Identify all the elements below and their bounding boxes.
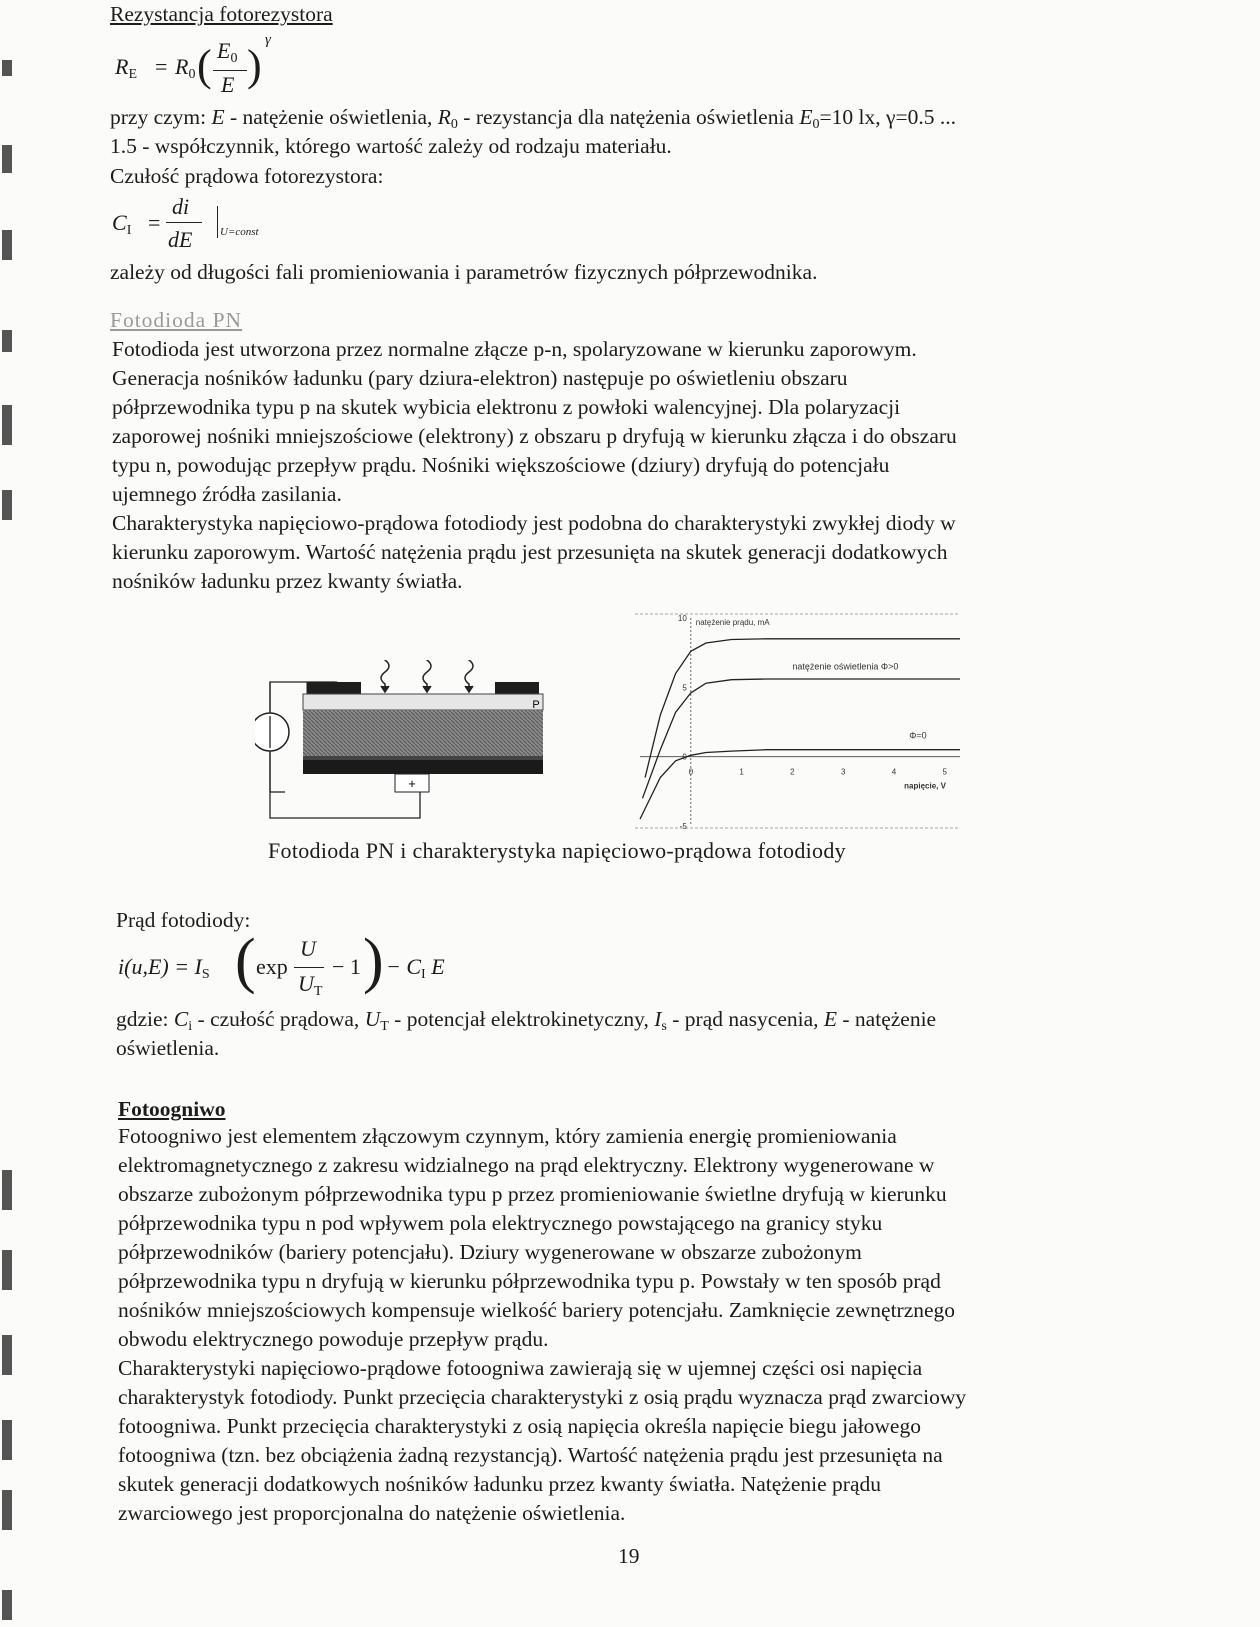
section-heading-photoresistor: Rezystancja fotorezystora	[110, 2, 333, 26]
y-tick-label: 10	[677, 614, 687, 623]
x-tick-label: 4	[891, 767, 897, 777]
text-line: nośników mniejszościowych kompensuje wielkość bariery potencjału. Zamknięcie zewnętrznego	[118, 1298, 956, 1322]
photoresistor-where-line1: przy czym: E - natężenie oświetlenia, $R_0$ - rezystancja dla natężenia oświetlenia $E_0=10$ lx, γ=0.5 ...	[110, 105, 956, 132]
x-tick-label: 5	[942, 767, 947, 777]
text-line: elektromagnetycznego z zakresu widzialnego na prąd elektryczny. Elektrony wygenerowane w	[118, 1153, 935, 1177]
text-line: półprzewodnika typu n pod wpływem pola elektrycznego powstającego na granicy styku	[118, 1211, 883, 1235]
text-line: charakterystyk fotodiody. Punkt przecięcia charakterystyki z osią prądu wyznacza prąd zwarciowy	[118, 1385, 967, 1409]
text-line: fotoogniwa. Punkt przecięcia charakterystyki z osią napięcia określa napięcie biegu jałowego	[118, 1414, 921, 1438]
x-axis-label: napięcie, V	[904, 781, 946, 791]
text-line: Generacja nośników ładunku (pary dziura-elektron) następuje po oświetleniu obszaru	[112, 366, 848, 390]
text-line: półprzewodników (bariery potencjału). Dziury wygenerowane w obszarze zubożonym	[118, 1240, 862, 1264]
text-line: Fotoogniwo jest elementem złączowym czynnym, który zamienia energię promieniowania	[118, 1124, 897, 1148]
top-contact-right	[495, 682, 539, 694]
photoresistor-sensitivity-intro: Czułość prądowa fotorezystora:	[110, 164, 384, 188]
p-layer	[303, 694, 543, 710]
text-line: obszarze zubożonym półprzewodnika typu p przez promieniowanie świetlne dryfują w kierunku	[118, 1182, 947, 1206]
photodiode-structure-diagram	[255, 660, 575, 830]
formula-photodiode-current: $i(u,E) = I_S$ ( exp U $U_T$ − 1 ) − $C_I$ E	[118, 927, 445, 999]
x-tick-label: 0	[688, 767, 694, 777]
text-line: skutek generacji dodatkowych nośników ładunku przez kwanty światła. Natężenie prądu	[118, 1472, 881, 1496]
text-line: zwarciowego jest proporcjonalna do natężenie oświetlenia.	[118, 1501, 626, 1525]
section-heading-photocell: Fotoogniwo	[118, 1097, 226, 1121]
text-line: półprzewodnika typu n dryfują w kierunku półprzewodnika typu p. Powstały w ten sposób prąd	[118, 1269, 941, 1293]
text-line: fotoogniwa (tzn. bez obciążenia żadną rezystancją). Wartość natężenia prądu jest przesunięta na	[118, 1443, 943, 1467]
page-number: 19	[618, 1544, 640, 1568]
x-tick-label: 2	[790, 767, 795, 777]
text-line: ujemnego źródła zasilania.	[112, 482, 342, 506]
text-line: nośników ładunku przez kwanty światła.	[112, 569, 463, 593]
text-line: półprzewodnika typu p na skutek wybicia elektronu z powłoki walencyjnej. Dla polaryzacji	[112, 395, 901, 419]
bottom-contact	[303, 760, 543, 774]
x-tick-label: 1	[739, 767, 744, 777]
photodiode-where-line2: oświetlenia.	[116, 1036, 220, 1060]
current-source-icon	[255, 713, 289, 751]
photodiode-where-line1: gdzie: $C_i$ - czułość prądowa, $U_T$ - potencjał elektrokinetyczny, $I_s$ - prąd nasycenia, E - natężenie	[116, 1007, 937, 1034]
photodiode-paragraph-1	[112, 335, 1122, 509]
photoresistor-sensitivity-note: zależy od długości fali promieniowania i parametrów fizycznych półprzewodnika.	[110, 260, 818, 284]
p-region-label: P	[532, 699, 540, 711]
formula-photoresistor-resistance: $R_E$ = $R_0$ ( $E_0$ E ) γ	[115, 32, 271, 97]
y-axis-label: natężenie prądu, mA	[695, 617, 770, 627]
text-line: typu n, powodując przepływ prądu. Nośniki większościowe (dziury) dryfują do potencjału	[112, 453, 890, 477]
formula-photoresistor-sensitivity: $C_I$ = di dE U=const	[112, 194, 259, 252]
y-tick-label: 5	[682, 683, 687, 693]
photocell-paragraph-2	[118, 1354, 1128, 1528]
photodiode-paragraph-2	[112, 509, 1122, 596]
text-line: Charakterystyki napięciowo-prądowe fotoogniwa zawierają się w ujemnej części osi napięcia	[118, 1356, 923, 1380]
photocell-paragraph-1	[118, 1122, 1128, 1354]
text-line: kierunku zaporowym. Wartość natężenia prądu jest przesunięta na skutek generacji dodatkowych	[112, 540, 948, 564]
light-rays-icon	[381, 660, 473, 692]
photodiode-iv-chart	[630, 598, 990, 838]
n-layer	[303, 710, 543, 756]
y-tick-label: 0	[682, 752, 687, 762]
curve-label-dark: Φ=0	[909, 730, 927, 741]
top-contact-left	[307, 682, 361, 694]
text-line: zaporowej nośniki mniejszościowe (elektrony) z obszaru p dryfują w kierunku złącza i do obszaru	[112, 424, 957, 448]
figure-caption: Fotodioda PN i charakterystyka napięciowo-prądowa fotodiody	[268, 838, 846, 863]
photoresistor-where-line2: 1.5 - współczynnik, którego wartość zależy od rodzaju materiału.	[110, 134, 672, 158]
photodiode-current-intro: Prąd fotodiody:	[116, 908, 251, 932]
plus-label: +	[408, 776, 416, 791]
y-tick-label: -5	[679, 822, 687, 831]
x-tick-label: 3	[840, 767, 846, 777]
text-line: Charakterystyka napięciowo-prądowa fotodiody jest podobna do charakterystyki zwykłej diody w	[112, 511, 956, 535]
text-line: Fotodioda jest utworzona przez normalne złącze p-n, spolaryzowane w kierunku zaporowym.	[112, 337, 917, 361]
text-line: obwodu elektrycznego powoduje przepływ prądu.	[118, 1327, 549, 1351]
section-heading-photodiode: Fotodioda PN	[110, 308, 243, 332]
curve-label-illuminated: natężenie oświetlenia Φ>0	[792, 661, 899, 672]
